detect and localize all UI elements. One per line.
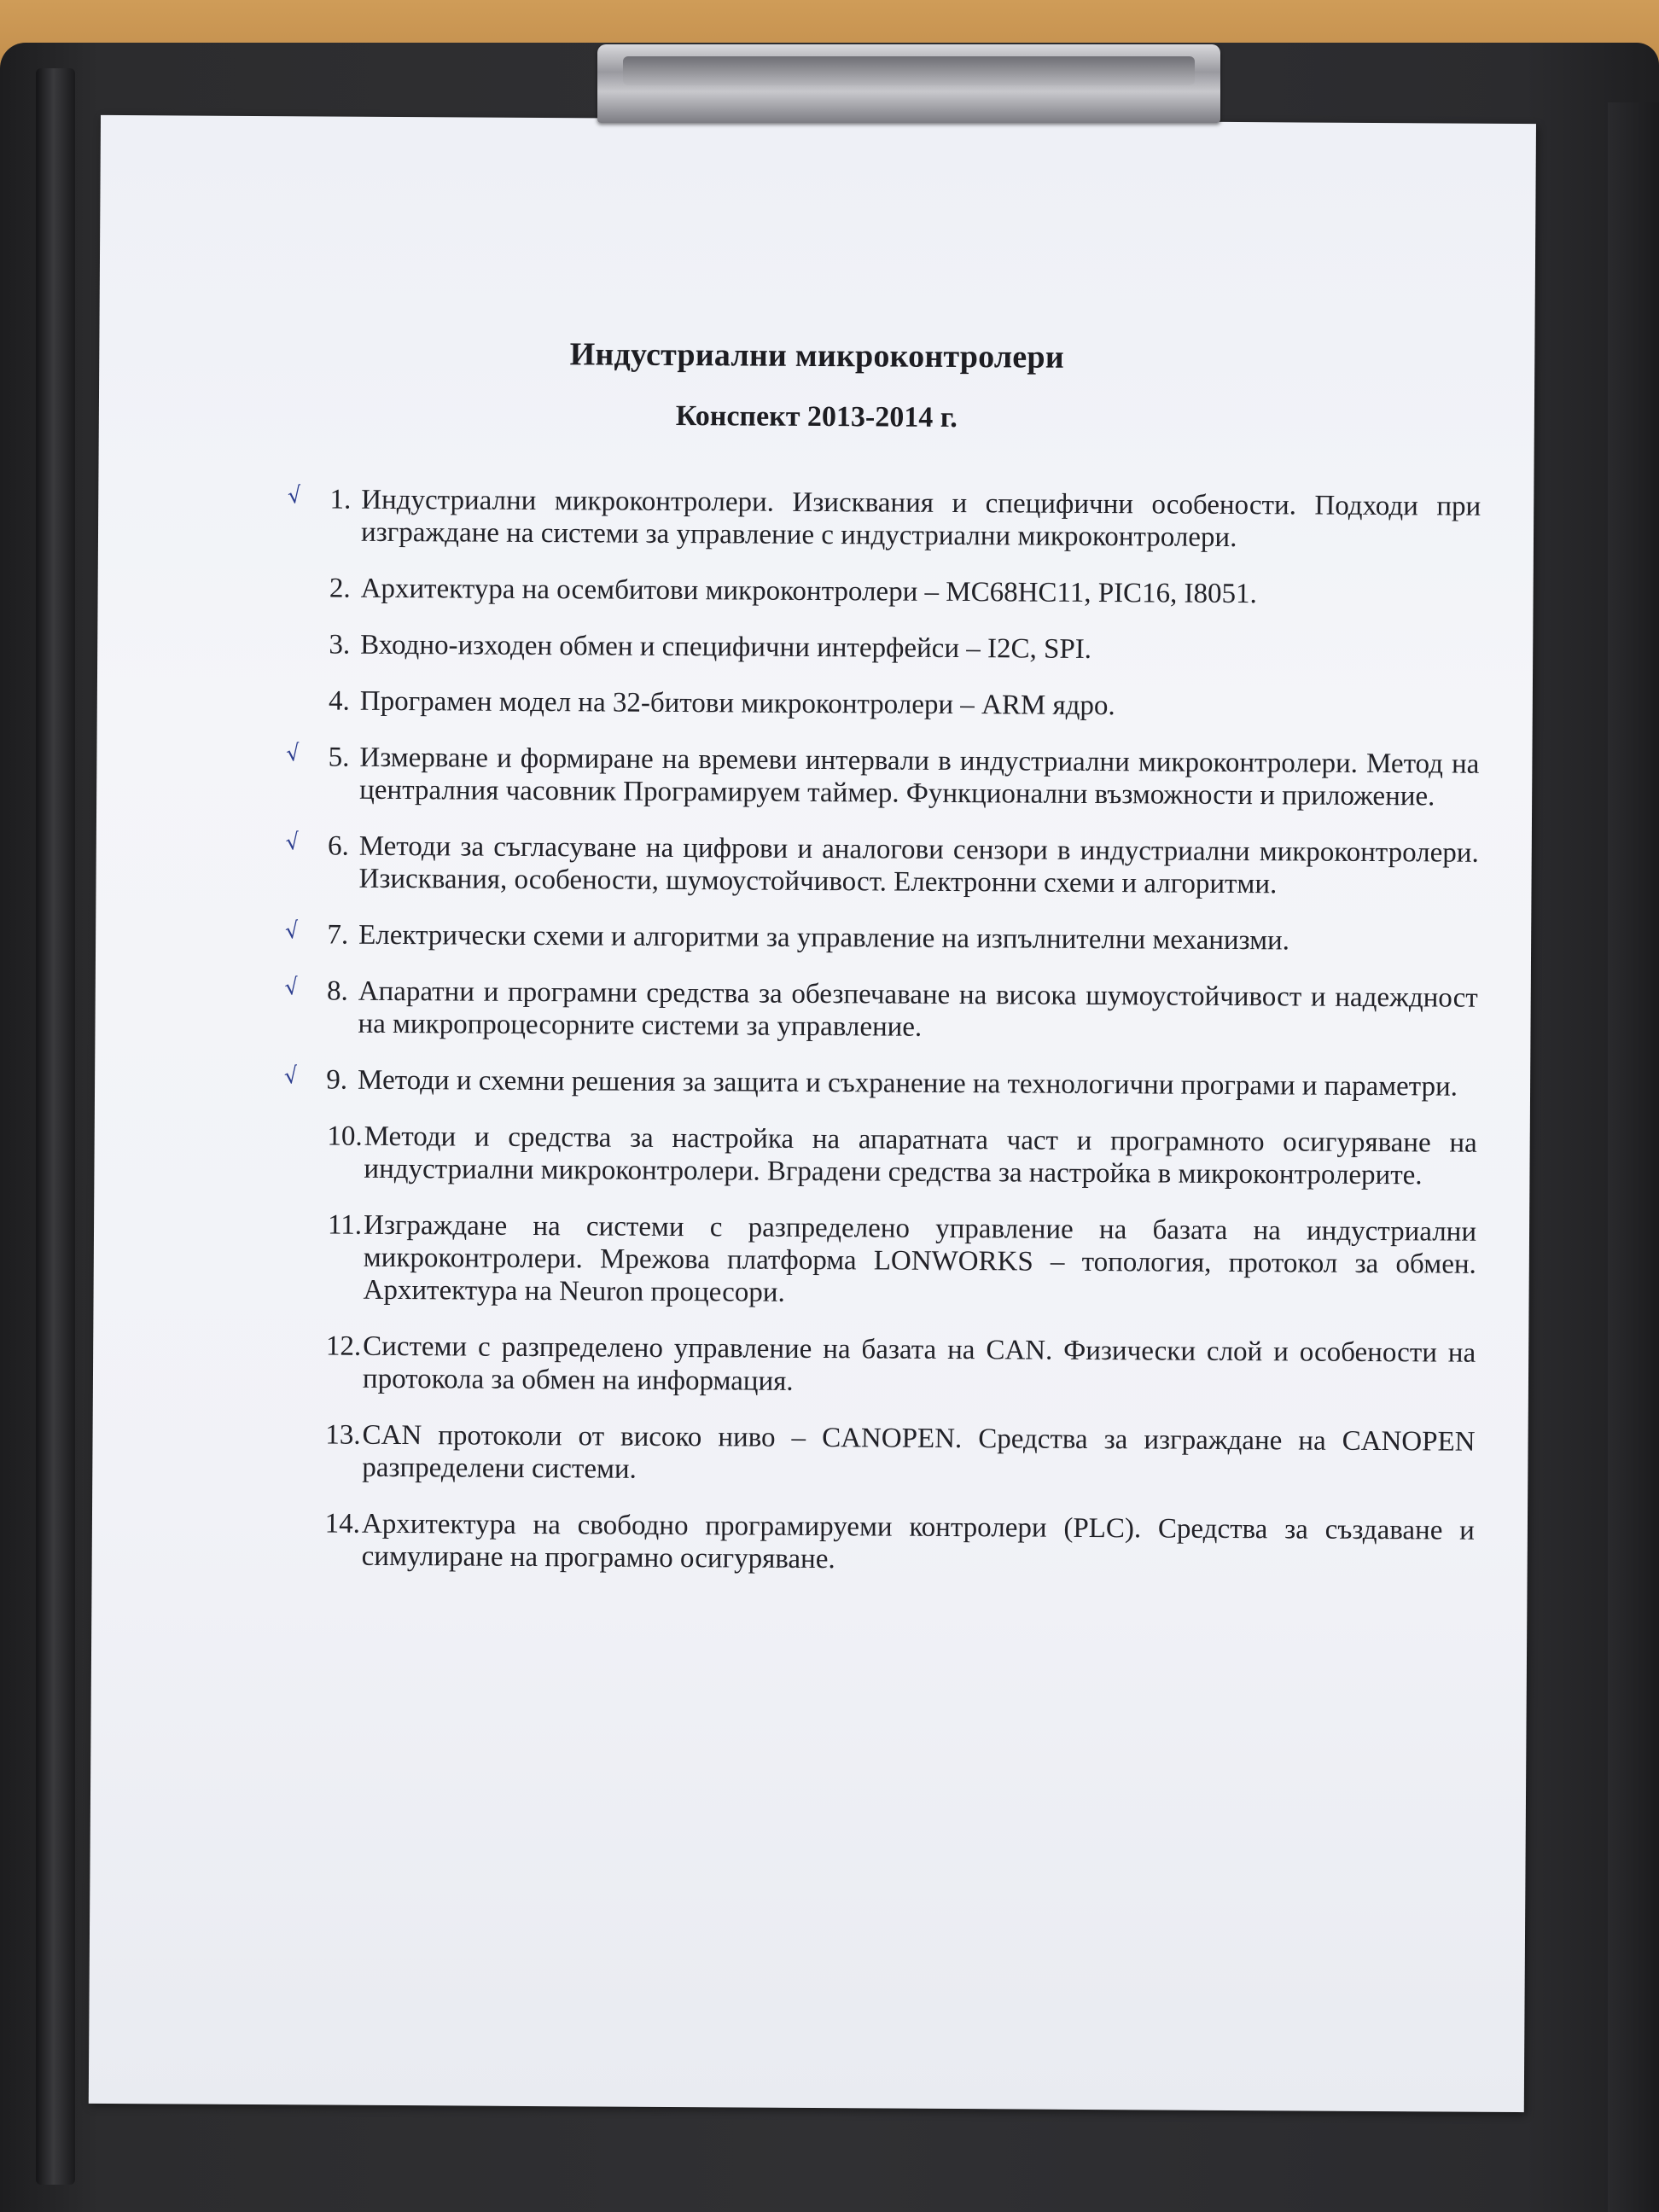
- topic-text: Апаратни и програмни средства за обезпечаване на висока шумоустойчивост и надеждност на микропроцесорните системи за управление.: [358, 975, 1478, 1043]
- topic-text: Методи и схемни решения за защита и съхранение на технологични програми и параметри.: [358, 1064, 1458, 1103]
- topic-number: 13.: [325, 1419, 361, 1451]
- document-title: Индустриални микроконтролери: [569, 336, 1065, 375]
- document-subtitle: Конспект 2013-2014 г.: [675, 399, 958, 434]
- topic-number: 2.: [329, 573, 351, 604]
- topic-text: Изграждане на системи с разпределено управление на базата на индустриални микроконтролери. Мрежова платформа LONWORKS – топология, протокол за обмен. Архитектура на Neuron процесори.: [363, 1209, 1477, 1308]
- topic-item: [299, 1120, 1476, 1191]
- topic-item: [302, 628, 1480, 667]
- topic-number: 6.: [327, 830, 349, 862]
- paper-sheet: [89, 115, 1536, 2112]
- pen-check-icon: √: [282, 1062, 300, 1091]
- topic-item: [282, 1062, 1477, 1103]
- pen-check-icon: √: [283, 917, 301, 946]
- topic-item: [298, 1208, 1476, 1313]
- folder-edge: [1608, 102, 1659, 2212]
- topic-item: [283, 917, 1478, 958]
- topic-item: [302, 684, 1480, 724]
- topic-number: 4.: [328, 685, 350, 717]
- pen-check-icon: √: [286, 482, 304, 510]
- topic-text: Методи за съгласуване на цифрови и аналогови сензори в индустриални микроконтролери. Изисквания, особености, шумоустойчивост. Електронни схеми и алгоритми.: [358, 830, 1479, 900]
- topic-item: [297, 1418, 1475, 1490]
- topic-number: 8.: [326, 975, 348, 1007]
- topic-number: 9.: [326, 1064, 348, 1096]
- topic-item: [283, 829, 1479, 901]
- topic-text: Системи с разпределено управление на базата на CAN. Физически слой и особености на протокола за обмен на информация.: [362, 1330, 1476, 1397]
- pen-check-icon: √: [284, 740, 302, 768]
- topic-item: [303, 572, 1481, 611]
- topic-text: Архитектура на свободно програмируеми контролери (PLC). Средства за създаване и симулиране на програмно осигуряване.: [361, 1508, 1476, 1575]
- topic-item: [286, 482, 1481, 555]
- topic-number: 10.: [327, 1121, 363, 1152]
- topic-item: [298, 1330, 1476, 1401]
- pen-check-icon: √: [283, 829, 302, 857]
- topic-text: Индустриални микроконтролери. Изисквания и специфични особености. Подходи при изграждане на системи за управление с индустриални микроконтролери.: [360, 484, 1481, 554]
- topic-text: Измерване и формиране на времеви интервали в индустриални микроконтролери. Метод на централния часовник Програмируем таймер. Функционални възможности и приложение.: [359, 742, 1480, 812]
- topic-text: Входно-изходен обмен и специфични интерфейси – I2C, SPI.: [360, 629, 1092, 665]
- topic-number: 1.: [329, 484, 352, 515]
- clipboard-clip: [597, 44, 1220, 123]
- topic-number: 7.: [327, 919, 349, 951]
- topic-number: 5.: [328, 742, 350, 773]
- pen-check-icon: √: [282, 974, 301, 1002]
- clip-hinge: [623, 56, 1195, 85]
- topic-text: CAN протоколи от високо ниво – CANOPEN. Средства за изграждане на CANOPEN разпределени системи.: [362, 1419, 1476, 1485]
- topic-number: 14.: [324, 1508, 361, 1540]
- topic-number: 11.: [327, 1209, 363, 1241]
- topic-number: 12.: [325, 1330, 362, 1362]
- topic-text: Архитектура на осембитови микроконтролери – MC68HC11, PIC16, I8051.: [360, 573, 1257, 610]
- topic-text: Програмен модел на 32-битови микроконтролери – ARM ядро.: [359, 685, 1115, 722]
- topic-item: [297, 1507, 1475, 1579]
- topic-text: Електрически схеми и алгоритми за управление на изпълнителни механизми.: [358, 919, 1290, 957]
- topic-text: Методи и средства за настройка на апаратната част и програмното осигуряване на индустриални микроконтролери. Вградени средства за настройка в микроконтролерите.: [364, 1121, 1477, 1191]
- topic-item: [284, 740, 1480, 812]
- folder-spine: [36, 68, 75, 2185]
- topic-number: 3.: [329, 629, 351, 661]
- topic-list: [282, 482, 1481, 1603]
- topic-item: [282, 974, 1478, 1046]
